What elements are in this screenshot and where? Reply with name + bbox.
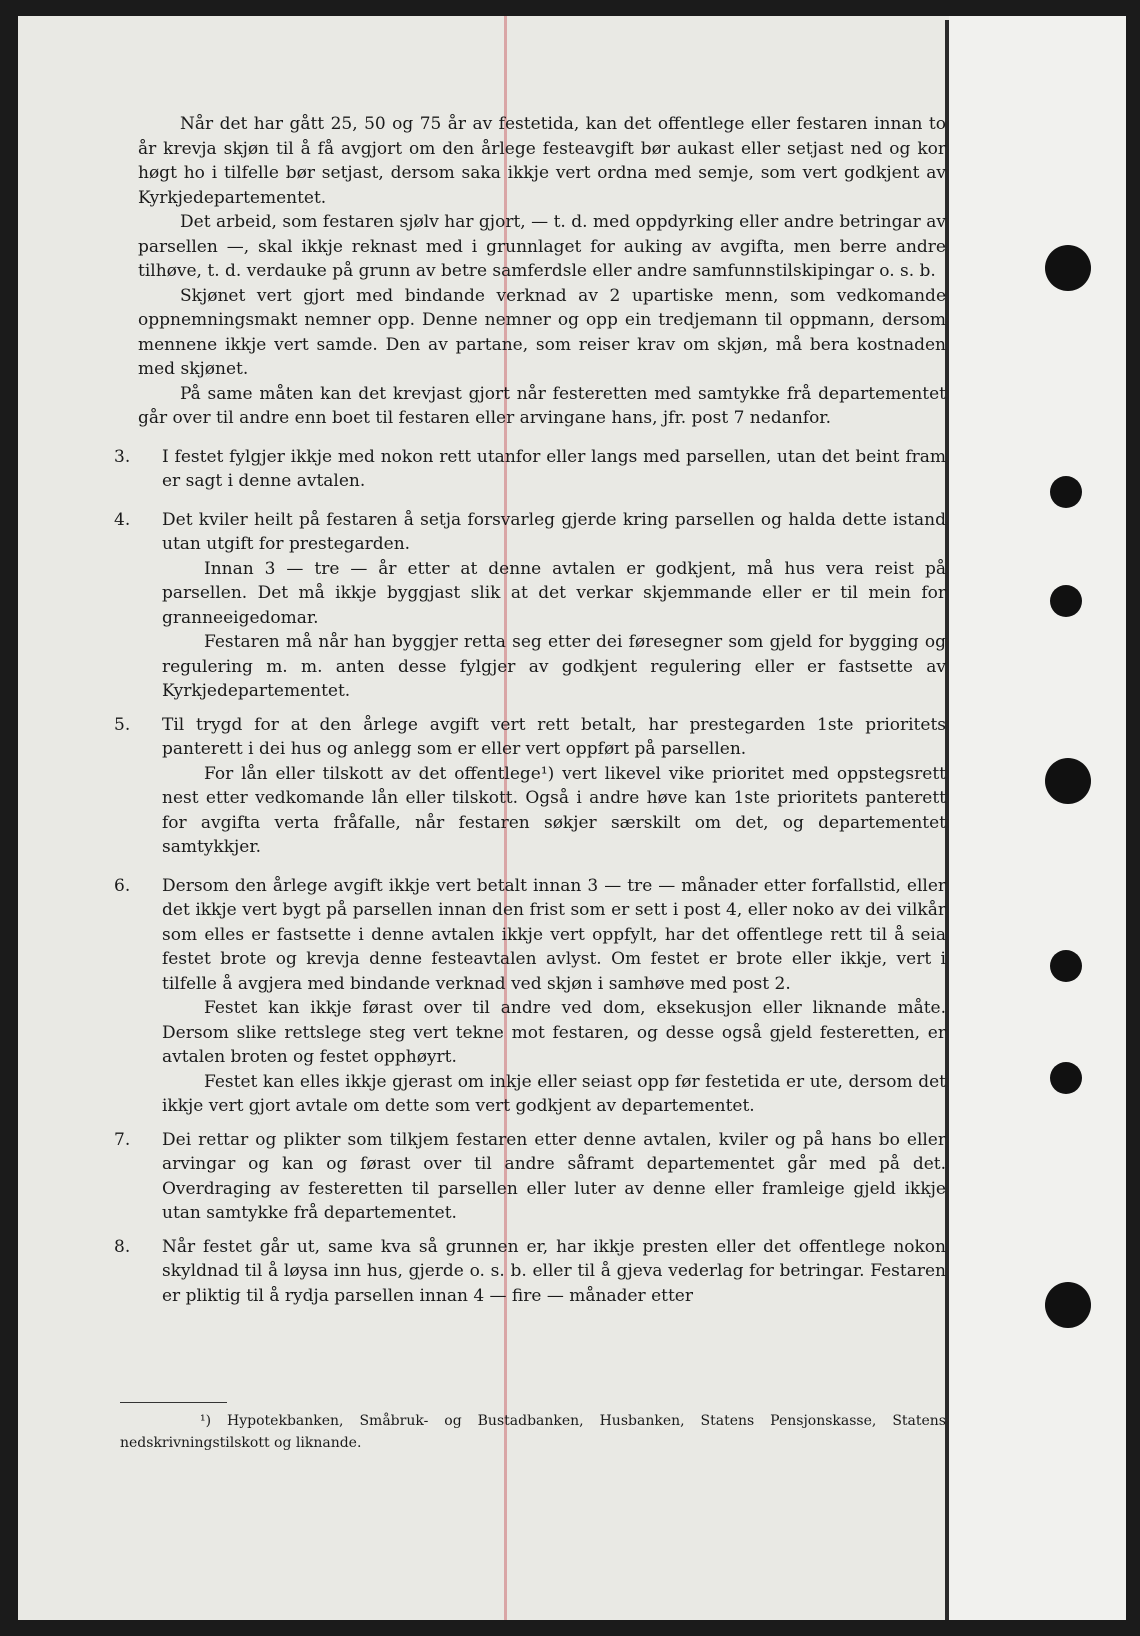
item-paragraph: I festet fylgjer ikkje med nokon rett utanfor eller langs med parsellen, utan det beint fram er sagt i denne avtalen. [162, 446, 946, 491]
item-number: 8. [114, 1236, 131, 1257]
item-number: 7. [114, 1129, 131, 1150]
footnote [120, 1410, 946, 1454]
item-number: 6. [114, 875, 131, 896]
item-number: 5. [114, 714, 131, 735]
body-text [114, 112, 946, 1308]
punch-hole [1045, 1282, 1091, 1328]
numbered-item-4 [114, 508, 946, 704]
numbered-item-7 [114, 1128, 946, 1226]
punch-hole [1050, 585, 1082, 617]
item-paragraph: Festaren må når han byggjer retta seg etter dei føresegner som gjeld for bygging og regulering m. m. anten desse fylgjer av godkjent regulering eller er fastsette av Kyrkjedepartementet. [162, 632, 946, 701]
punch-hole [1045, 758, 1091, 804]
item-paragraph: Til trygd for at den årlege avgift vert rett betalt, har prestegarden 1ste prioritets panterett i dei hus og anlegg som er eller vert oppført på parsellen. [162, 714, 946, 759]
numbered-item-3 [114, 445, 946, 494]
punch-hole [1050, 1062, 1082, 1094]
punch-hole [1050, 476, 1082, 508]
numbered-item-6 [114, 874, 946, 1119]
item-number: 3. [114, 446, 131, 467]
footnote-text: ¹) Hypotekbanken, Småbruk- og Bustadbanken, Husbanken, Statens Pensjonskasse, Statens nedskrivningstilskott og liknande. [120, 1413, 946, 1451]
intro-paragraph: Det arbeid, som festaren sjølv har gjort, — t. d. med oppdyrking eller andre betringar av parsellen —, skal ikkje reknast med i grunnlaget for auking av avgifta, men berre andre tilhøve, t. d. verdauke på grunn av betre samferdsle eller andre samfunnstilskipingar o. s. b. [138, 212, 946, 281]
binding-margin [949, 16, 1126, 1620]
item-paragraph: Når festet går ut, same kva så grunnen er, har ikkje presten eller det offentlege nokon skyldnad til å løysa inn hus, gjerde o. s. b. eller til å gjeva vederlag for betringar. Festaren er pliktig til å rydja parsellen innan 4 — fire — månader etter [162, 1236, 946, 1306]
item-paragraph: Festet kan elles ikkje gjerast om inkje eller seiast opp før festetida er ute, dersom det ikkje vert gjort avtale om dette som vert godkjent av departementet. [162, 1071, 946, 1116]
numbered-item-5 [114, 713, 946, 860]
intro-paragraph: På same måten kan det krevjast gjort når festeretten med samtykke frå departementet går over til andre enn boet til festaren eller arvingane hans, jfr. post 7 nedanfor. [138, 383, 946, 428]
intro-paragraph: Skjønet vert gjort med bindande verknad av 2 upartiske menn, som vedkomande oppnemningsmakt nemner opp. Denne nemner og opp ein tredjemann til oppmann, dersom mennene ikkje vert samde. Den av partane, som reiser krav om skjøn, må bera kostnaden med skjønet. [138, 285, 946, 379]
item-paragraph: For lån eller tilskott av det offentlege¹) vert likevel vike prioritet med oppstegsrett nest etter vedkomande lån eller tilskott. Også i andre høve kan 1ste prioritets panterett for avgifta verta fråfalle, når festaren søkjer særskilt om det, og departementet samtykkjer. [162, 763, 946, 857]
item-paragraph: Det kviler heilt på festaren å setja forsvarleg gjerde kring parsellen og halda dette istand utan utgift for prestegarden. [162, 509, 946, 554]
item-paragraph: Festet kan ikkje førast over til andre ved dom, eksekusjon eller liknande måte. Dersom slike rettslege steg vert tekne mot festaren, og desse også gjeld festeretten, er avtalen broten og festet opphøyrt. [162, 998, 946, 1067]
item-number: 4. [114, 509, 131, 530]
punch-hole [1045, 245, 1091, 291]
punch-hole [1050, 950, 1082, 982]
numbered-item-8 [114, 1235, 946, 1309]
footnote-divider [120, 1402, 227, 1403]
item-paragraph: Dersom den årlege avgift ikkje vert betalt innan 3 — tre — månader etter forfallstid, eller det ikkje vert bygt på parsellen innan den frist som er sett i post 4, eller noko av dei vilkår som elles er fastsette i denne avtalen ikkje vert oppfylt, har det offentlege rett til å seia festet brote og krevja denne festeavtalen avlyst. Om festet er brote eller ikkje, vert i tilfelle å avgjera med bindande verknad ved skjøn i samhøve med post 2. [162, 875, 946, 994]
item-paragraph: Innan 3 — tre — år etter at denne avtalen er godkjent, må hus vera reist på parsellen. Det må ikkje byggjast slik at det verkar skjemmande eller er til mein for granneeigedomar. [162, 558, 946, 628]
intro-paragraph: Når det har gått 25, 50 og 75 år av festetida, kan det offentlege eller festaren innan to år krevja skjøn til å få avgjort om den årlege festeavgift bør aukast eller setjast ned og kor høgt ho i tilfelle bør setjast, dersom saka ikkje vert ordna med semje, som vert godkjent av Kyrkjedepartementet. [138, 114, 946, 208]
document-page [18, 16, 1126, 1620]
item-paragraph: Dei rettar og plikter som tilkjem festaren etter denne avtalen, kviler og på hans bo eller arvingar og kan og førast over til andre såframt departementet går med på det. Overdraging av festeretten til parsellen eller luter av denne eller framleige gjeld ikkje utan samtykke frå departementet. [162, 1129, 946, 1223]
